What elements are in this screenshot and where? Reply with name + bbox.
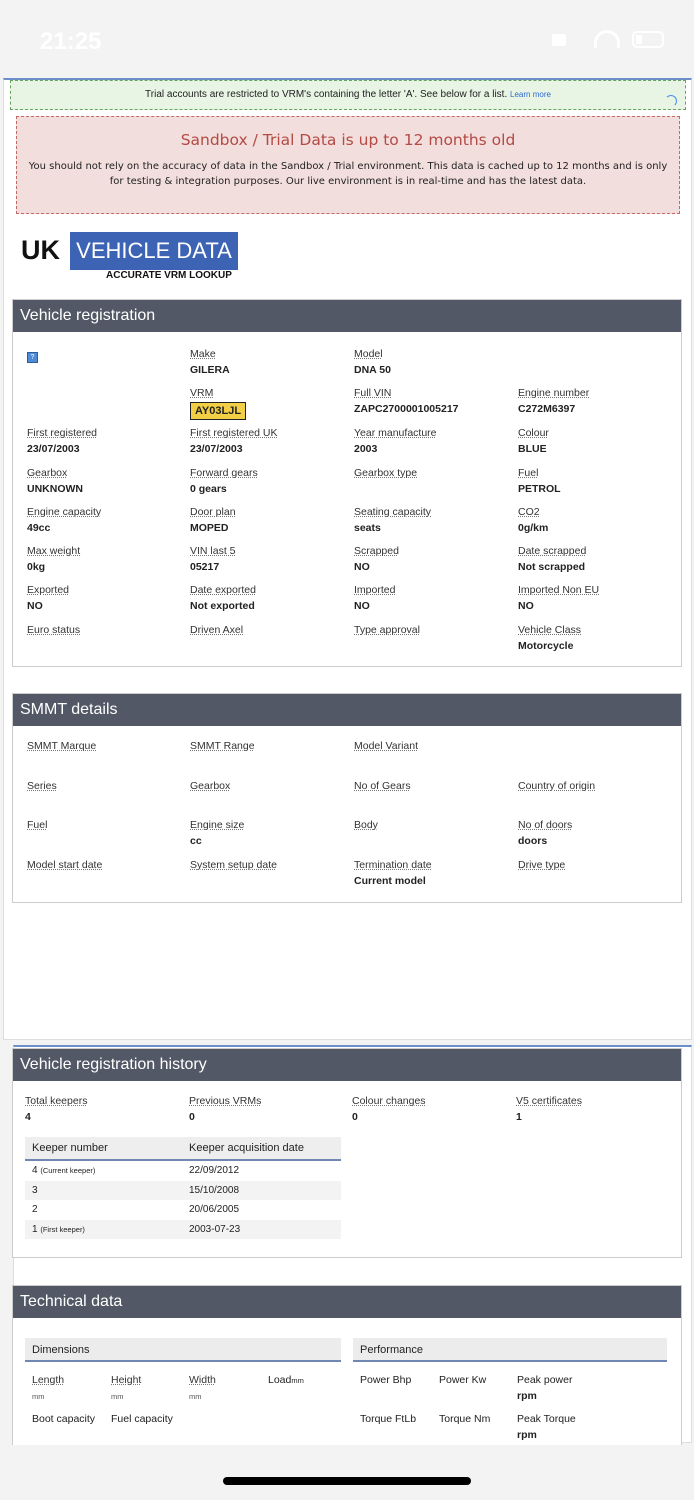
wifi-icon [594,30,620,48]
height-field: Height mm [111,1374,142,1401]
keeper-table-header: Keeper number Keeper acquisition date [25,1137,341,1161]
registration-history-section [12,1048,682,1258]
sandbox-warning [16,116,680,214]
trial-notice-text: Trial accounts are restricted to VRM's containing the letter 'A'. See below for a list. [145,89,508,100]
learn-more-link[interactable]: Learn more [510,90,551,99]
first-registered-uk-field: First registered UK 23/07/2003 [190,427,278,455]
system-setup-date-field: System setup date [190,859,277,871]
year-manufacture-field: Year manufacture 2003 [354,427,437,455]
peak-power-field: Peak power rpm [517,1374,573,1402]
table-row: 1 (First keeper) 2003-07-23 [25,1220,341,1240]
v5-certificates-field: V5 certificates 1 [516,1095,582,1123]
sandbox-body: You should not rely on the accuracy of data in the Sandbox / Trial environment. This data is cached up to 12 months and is only for testing & integration purposes. Our live environment is in real-time and has the latest data. [28,161,668,187]
load-field: Loadmm [268,1374,304,1386]
gearbox-field: Gearbox UNKNOWN [27,467,83,495]
width-field: Width mm [189,1374,216,1401]
table-row: 3 15/10/2008 [25,1181,341,1201]
engine-size-field: Engine size cc [190,819,245,847]
keeper-table [25,1137,341,1239]
performance-header: Performance [353,1338,667,1362]
status-bar [0,0,694,78]
max-weight-field: Max weight 0kg [27,545,81,573]
first-registered-field: First registered 23/07/2003 [27,427,98,455]
no-of-gears-field: No of Gears [354,780,411,792]
logo-tagline: ACCURATE VRM LOOKUP [106,270,232,281]
drive-type-field: Drive type [518,859,566,871]
imported-field: Imported NO [354,584,396,612]
logo-uk: UK [21,235,60,265]
dimensions-header: Dimensions [25,1338,341,1362]
trial-notice [10,80,686,110]
previous-vrms-field: Previous VRMs 0 [189,1095,262,1123]
loading-spinner-icon [665,95,677,107]
smmt-fuel-field: Fuel [27,819,48,831]
battery-icon [632,31,664,48]
sandbox-title: Sandbox / Trial Data is up to 12 months old [180,131,516,149]
section-title: Vehicle registration [13,300,681,332]
body-field: Body [354,819,378,831]
engine-number-field: Engine number C272M6397 [518,387,590,415]
vin-last5-field: VIN last 5 05217 [190,545,236,573]
section-title: Vehicle registration history [13,1049,681,1081]
gearbox-type-field: Gearbox type [354,467,418,479]
imported-non-eu-field: Imported Non EU NO [518,584,600,612]
status-time: 21:25 [40,28,102,55]
country-of-origin-field: Country of origin [518,780,596,792]
home-indicator[interactable] [223,1477,471,1485]
signal-icon [552,34,566,46]
status-icons [552,30,662,50]
no-of-doors-field: No of doors doors [518,819,573,847]
termination-date-field: Termination date Current model [354,859,432,887]
door-plan-field: Door plan MOPED [190,506,236,534]
smmt-marque-field: SMMT Marque [27,740,97,752]
table-row: 4 (Current keeper) 22/09/2012 [32,1165,240,1177]
smmt-gearbox-field: Gearbox [190,780,231,792]
series-field: Series [27,780,57,792]
vrm-field: VRM AY03LJL [190,387,340,420]
peak-torque-field: Peak Torque rpm [517,1413,576,1441]
section-title: Technical data [13,1286,681,1318]
vehicle-image-icon[interactable]: ? [27,352,38,363]
euro-status-field: Euro status [27,624,81,636]
model-start-date-field: Model start date [27,859,103,871]
make-field: Make GILERA [190,348,230,376]
fuel-field: Fuel PETROL [518,467,561,495]
fuel-capacity-field: Fuel capacity [111,1413,173,1425]
colour-changes-field: Colour changes 0 [352,1095,426,1123]
scrapped-field: Scrapped NO [354,545,399,573]
smmt-range-field: SMMT Range [190,740,255,752]
page-content-lower [13,1045,692,1443]
torque-ftlb-field: Torque FtLb [360,1413,417,1425]
technical-data-section [12,1285,682,1445]
page-content [3,78,692,1040]
logo-vehicle-data: VEHICLE DATA [70,232,238,270]
power-bhp-field: Power Bhp [360,1374,412,1386]
length-field: Length mm [32,1374,65,1401]
co2-field: CO2 0g/km [518,506,549,534]
vehicle-class-field: Vehicle Class Motorcycle [518,624,582,652]
vrm-plate: AY03LJL [190,402,246,420]
exported-field: Exported NO [27,584,70,612]
engine-capacity-field: Engine capacity 49cc [27,506,102,534]
model-variant-field: Model Variant [354,740,419,752]
forward-gears-field: Forward gears 0 gears [190,467,258,495]
date-exported-field: Date exported Not exported [190,584,256,612]
seating-capacity-field: Seating capacity seats [354,506,432,534]
torque-nm-field: Torque Nm [439,1413,491,1425]
model-field: Model DNA 50 [354,348,391,376]
vehicle-registration-section [12,299,682,667]
smmt-details-section [12,693,682,903]
table-row: 2 20/06/2005 [32,1204,240,1216]
colour-field: Colour BLUE [518,427,549,455]
full-vin-field: Full VIN ZAPC2700001005217 [354,387,459,415]
total-keepers-field: Total keepers 4 [25,1095,88,1123]
driven-axel-field: Driven Axel [190,624,244,636]
logo [21,232,261,282]
section-title: SMMT details [13,694,681,726]
power-kw-field: Power Kw [439,1374,487,1386]
boot-capacity-field: Boot capacity [32,1413,96,1425]
date-scrapped-field: Date scrapped Not scrapped [518,545,587,573]
type-approval-field: Type approval [354,624,420,636]
